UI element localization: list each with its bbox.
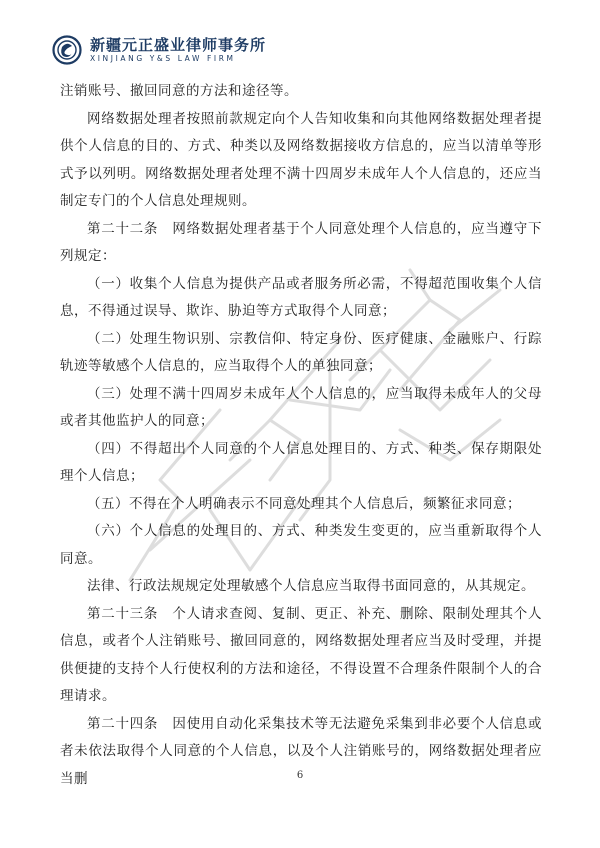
paragraph-2: 网络数据处理者按照前款规定向个人告知收集和向其他网络数据处理者提供个人信息的目的、方式、种类以及网络数据接收方信息的，应当以清单等形式予以列明。网络数据处理者处理不满十四周岁未成年人个人信息的，还应当制定专门的个人信息处理规则。 (60, 110, 542, 209)
page-header (52, 30, 266, 70)
article-22-item-4: （四）不得超出个人同意的个人信息处理目的、方式、种类、保存期限处理个人信息； (60, 440, 542, 484)
firm-name-cn: 新疆元正盛业律师事务所 (90, 36, 267, 54)
article-22-item-1: （一）收集个人信息为提供产品或者服务所必需，不得超范围收集个人信息，不得通过误导、欺诈、胁迫等方式取得个人同意； (60, 275, 542, 319)
article-22-item-2: （二）处理生物识别、宗教信仰、特定身份、医疗健康、金融账户、行踪轨迹等敏感个人信息的，应当取得个人的单独同意； (60, 330, 542, 374)
page-number: 6 (296, 770, 304, 781)
paragraph-1: 注销账号、撤回同意的方法和途径等。 (60, 83, 298, 99)
firm-logo-icon (52, 35, 82, 65)
article-22-heading: 第二十二条 网络数据处理者基于个人同意处理个人信息的，应当遵守下列规定： (60, 220, 542, 264)
article-24: 第二十四条 因使用自动化采集技术等无法避免采集到非必要个人信息或者未依法取得个人同意的个人信息，以及个人注销账号的，网络数据处理者应当删 (60, 715, 542, 787)
article-23: 第二十三条 个人请求查阅、复制、更正、补充、删除、限制处理其个人信息，或者个人注销账号、撤回同意的，网络数据处理者应当及时受理，并提供便捷的支持个人行使权利的方法和途径，不得设置不合理条件限制个人的合理请求。 (60, 605, 542, 704)
article-22-note: 法律、行政法规规定处理敏感个人信息应当取得书面同意的，从其规定。 (87, 578, 535, 594)
article-22-item-3: （三）处理不满十四周岁未成年人个人信息的，应当取得未成年人的父母或者其他监护人的同意； (60, 385, 542, 429)
firm-name-en: XINJIANG Y&S LAW FIRM (90, 54, 236, 63)
firm-names (90, 36, 266, 64)
article-22-item-5: （五）不得在个人明确表示不同意处理其个人信息后，频繁征求同意； (87, 495, 521, 512)
article-22-item-6: （六）个人信息的处理目的、方式、种类发生变更的，应当重新取得个人同意。 (60, 523, 542, 567)
document-body (60, 78, 542, 793)
